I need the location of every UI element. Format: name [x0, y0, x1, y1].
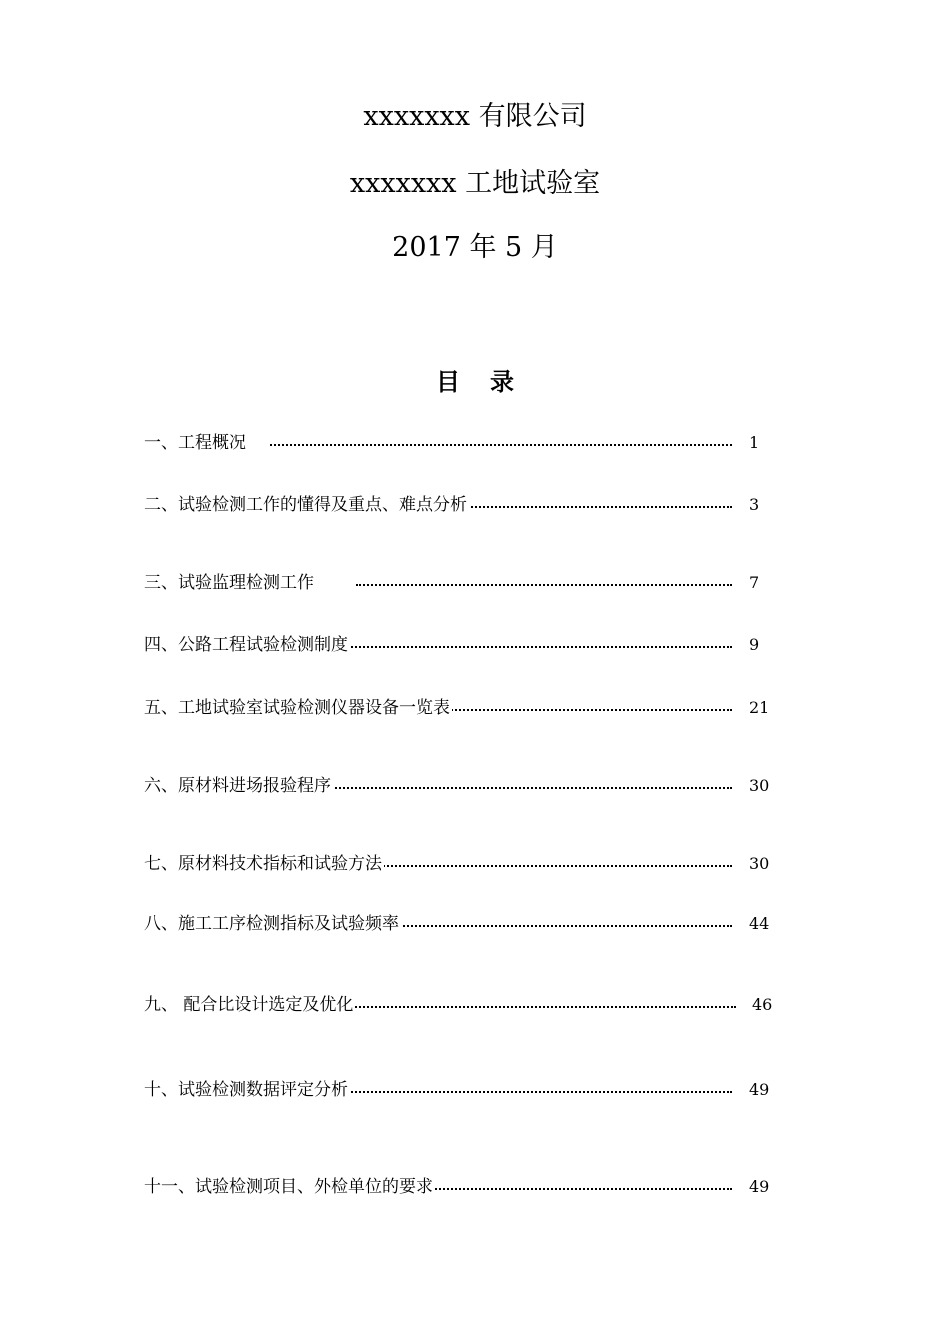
- toc-entry-page: 21: [749, 698, 770, 717]
- toc-entry-page: 44: [749, 914, 770, 933]
- toc-entry: [144, 492, 774, 518]
- toc-leader: [270, 444, 732, 446]
- cover-company: xxxxxxx 有限公司: [363, 101, 587, 132]
- toc-entry: [144, 773, 774, 799]
- toc-entry-page: 30: [749, 776, 770, 795]
- toc-entry-page: 1: [749, 433, 760, 452]
- toc-entry: [144, 911, 774, 937]
- toc-entry: [144, 1174, 774, 1200]
- toc-entry-page: 49: [749, 1177, 770, 1196]
- toc-entry: [144, 851, 774, 877]
- toc-entry: [144, 1077, 774, 1103]
- toc-entry-label: 二、试验检测工作的懂得及重点、难点分析: [144, 492, 469, 518]
- toc-leader: [356, 584, 732, 586]
- toc-entry: [144, 992, 774, 1018]
- toc-entry-page: 7: [749, 573, 760, 592]
- toc-entry: [144, 695, 774, 721]
- toc-entry-label: 十一、试验检测项目、外检单位的要求: [144, 1174, 435, 1200]
- toc-entry-label: 四、公路工程试验检测制度: [144, 632, 350, 658]
- toc-entry-label: 一、工程概况: [144, 430, 248, 456]
- toc-entry-label: 九、 配合比设计选定及优化: [144, 992, 355, 1018]
- toc-entry-label: 五、工地试验室试验检测仪器设备一览表: [144, 695, 452, 721]
- toc-entry-label: 六、原材料进场报验程序: [144, 773, 333, 799]
- toc-entry: [144, 430, 774, 456]
- toc-entry-page: 3: [749, 495, 760, 514]
- toc-entry-label: 八、施工工序检测指标及试验频率: [144, 911, 401, 937]
- toc-entry: [144, 632, 774, 658]
- toc-entry-label: 三、试验监理检测工作: [144, 570, 316, 596]
- toc-heading: 目录: [436, 367, 544, 396]
- cover-lab: xxxxxxx 工地试验室: [349, 168, 601, 199]
- toc-entry-label: 七、原材料技术指标和试验方法: [144, 851, 384, 877]
- toc-entry-page: 9: [749, 635, 760, 654]
- cover-date: 2017 年 5 月: [392, 232, 558, 263]
- toc-entry-page: 49: [749, 1080, 770, 1099]
- toc-entry-page: 30: [749, 854, 770, 873]
- toc-entry: [144, 570, 774, 596]
- toc-entry-label: 十、试验检测数据评定分析: [144, 1077, 350, 1103]
- toc-entry-page: 46: [752, 995, 773, 1014]
